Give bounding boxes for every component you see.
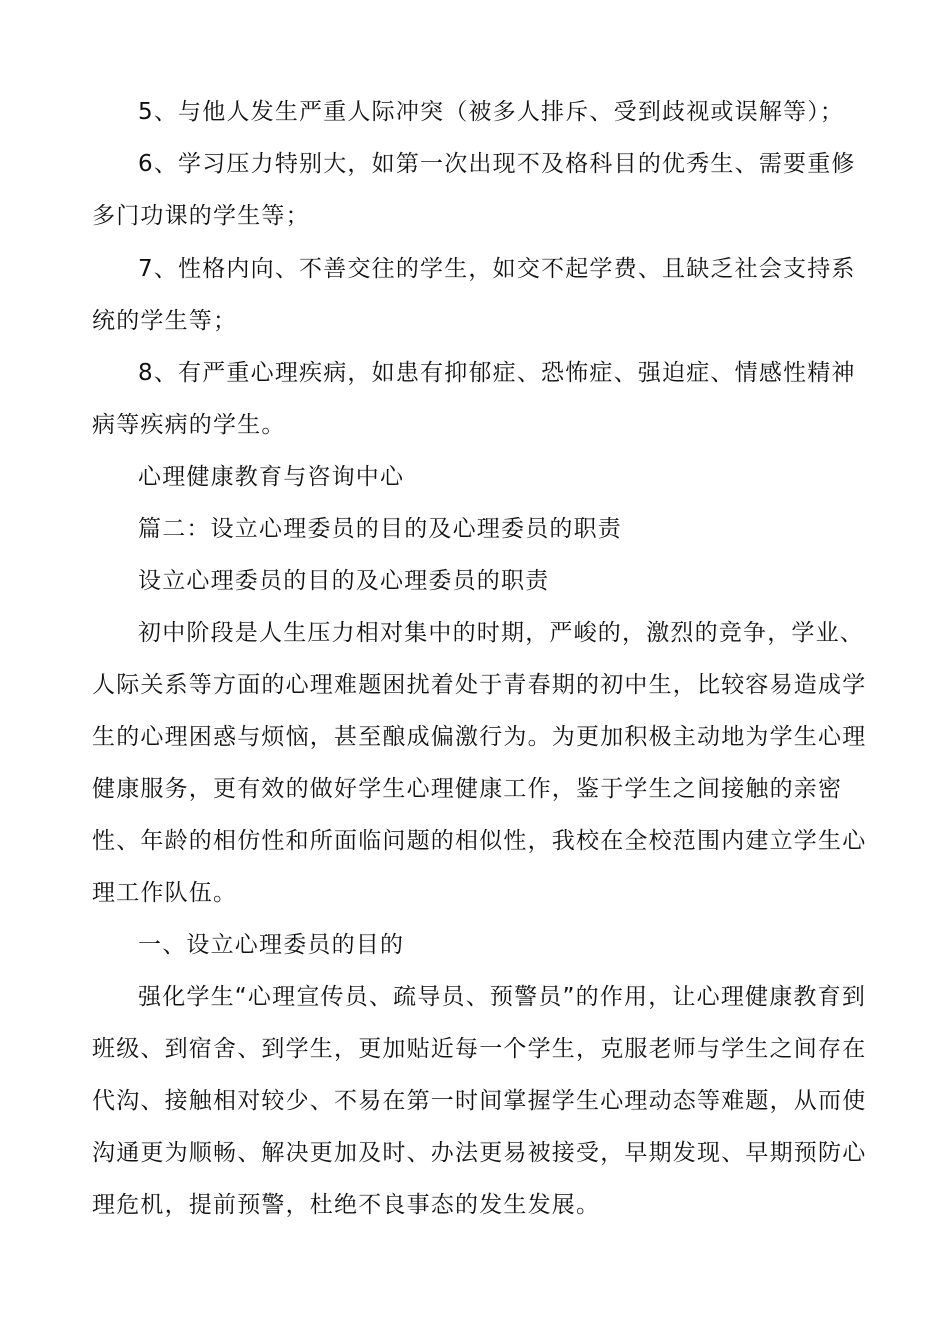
text-line: 初中阶段是人生压力相对集中的时期，严峻的，激烈的竞争，学业、 (138, 620, 864, 646)
chapter-title: 设立心理委员的目的及心理委员的职责 (138, 568, 550, 594)
text-line: 5、与他人发生严重人际冲突（被多人排斥、受到歧视或误解等）； (138, 99, 845, 125)
text-line: 健康服务，更有效的做好学生心理健康工作，鉴于学生之间接触的亲密 (92, 776, 843, 802)
chapter-heading: 篇二：设立心理委员的目的及心理委员的职责 (138, 516, 622, 542)
text-line: 理危机，提前预警，杜绝不良事态的发生发展。 (92, 1192, 601, 1218)
text-line: 代沟、接触相对较少、不易在第一时间掌握学生心理动态等难题，从而使 (92, 1088, 867, 1114)
text-line: 人际关系等方面的心理难题困扰着处于青春期的初中生，比较容易造成学 (92, 672, 867, 698)
section-label: 心理健康教育与咨询中心 (138, 464, 405, 490)
text-line: 病等疾病的学生。 (92, 412, 286, 438)
text-line: 沟通更为顺畅、解决更加及时、办法更易被接受，早期发现、早期预防心 (92, 1140, 867, 1166)
text-line: 强化学生“心理宣传员、疏导员、预警员”的作用，让心理健康教育到 (138, 984, 867, 1010)
text-line: 6、学习压力特别大，如第一次出现不及格科目的优秀生、需要重修 (138, 151, 856, 177)
text-line: 8、有严重心理疾病，如患有抑郁症、恐怖症、强迫症、情感性精神 (138, 360, 856, 386)
text-line: 性、年龄的相仿性和所面临问题的相似性，我校在全校范围内建立学生心 (92, 828, 867, 854)
text-line: 多门功课的学生等； (92, 203, 310, 229)
section-heading: 一、设立心理委员的目的 (138, 932, 405, 958)
text-line: 统的学生等； (92, 308, 238, 334)
text-line: 生的心理困惑与烦恼，甚至酿成偏激行为。为更加积极主动地为学生心理 (92, 724, 867, 750)
text-line: 理工作队伍。 (92, 880, 238, 906)
text-line: 班级、到宿舍、到学生，更加贴近每一个学生，克服老师与学生之间存在 (92, 1036, 867, 1062)
text-line: 7、性格内向、不善交往的学生，如交不起学费、且缺乏社会支持系 (138, 256, 856, 282)
